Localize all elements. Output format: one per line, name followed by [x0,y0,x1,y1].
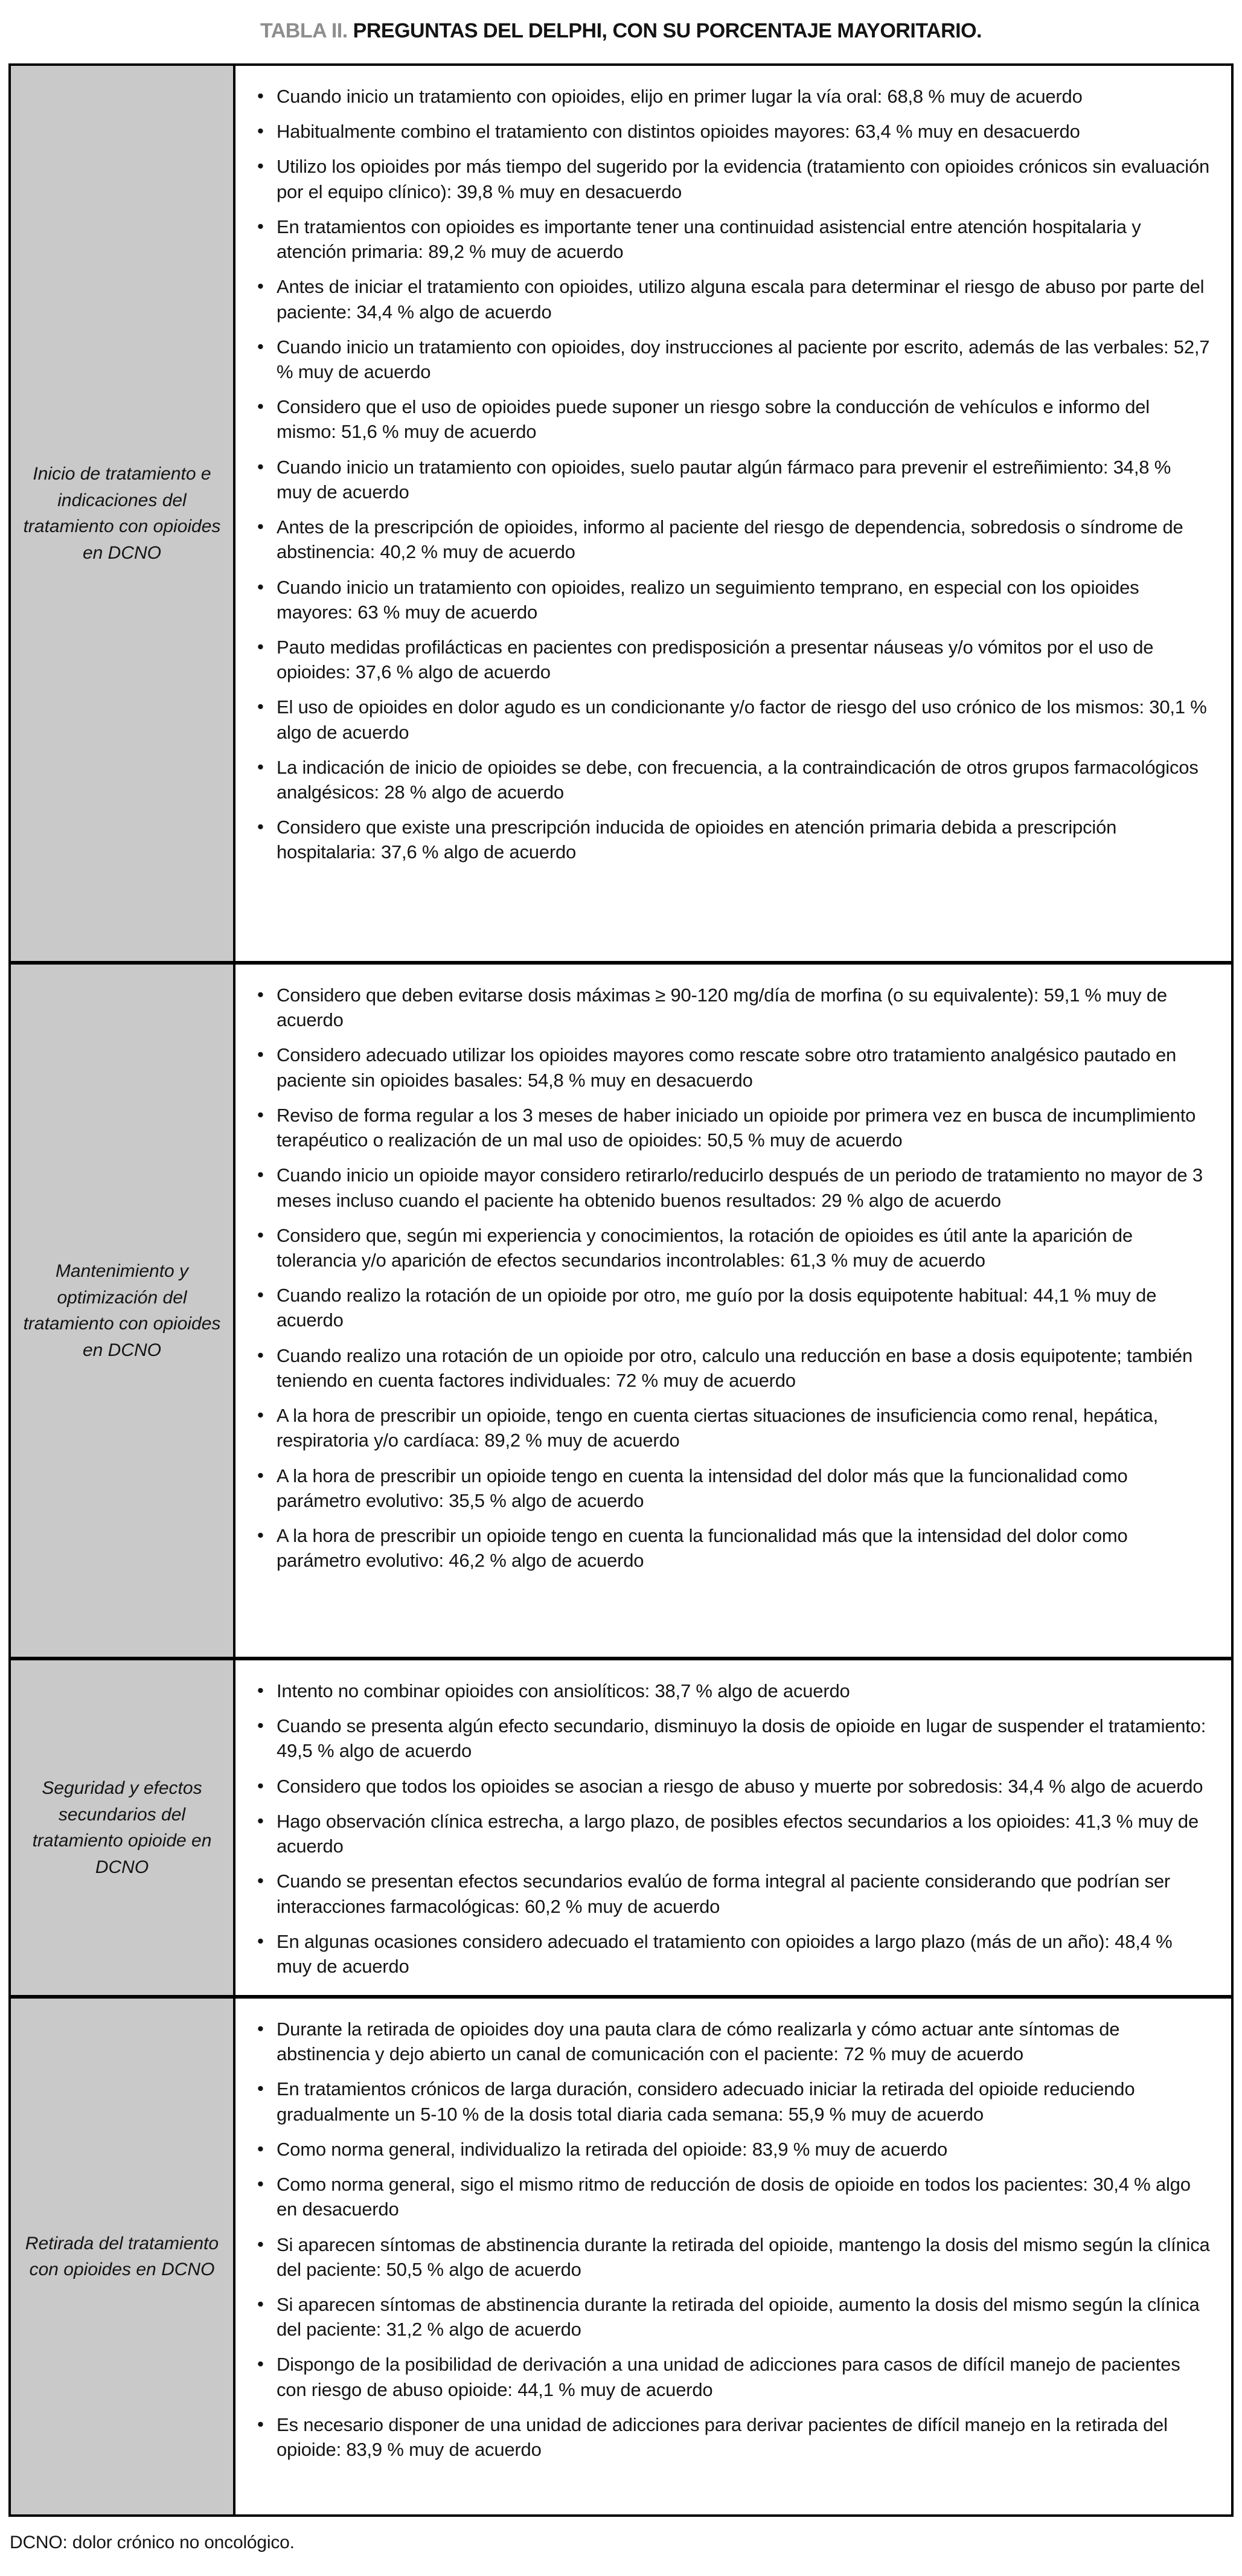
question-item [254,2292,1211,2342]
category-label: Mantenimiento y optimización del tratamiento con opioides en DCNO [23,1261,221,1360]
question-item [254,335,1211,384]
question-text: En tratamientos crónicos de larga duración, considero adecuado iniciar la retirada del opioide reduciendo gradualmente un 5-10 % de la dosis total diaria cada semana: 55,9 % muy de acuerdo [277,2078,1135,2125]
question-text: Cuando se presentan efectos secundarios evalúo de forma integral al paciente considerando que podrían ser interacciones farmacológicas: 60,2 % muy de acuerdo [277,1871,1171,1917]
question-text: Como norma general, sigo el mismo ritmo de reducción de dosis de opioide en todos los pacientes: 30,4 % algo en desacuerdo [277,2174,1191,2220]
questions-cell [235,66,1231,961]
bullet-icon: • [257,1870,264,1892]
bullet-icon: • [257,120,264,142]
bullet-icon: • [257,1930,264,1951]
question-item [254,755,1211,805]
bullet-icon: • [257,335,264,357]
question-list [254,983,1211,1573]
question-item [254,1403,1211,1453]
question-item [254,2137,1211,2162]
table-row [11,1995,1231,2514]
question-item [254,2352,1211,2401]
bullet-icon: • [257,1103,264,1125]
bullet-icon: • [257,2173,264,2195]
category-cell [11,1999,235,2514]
bullet-icon: • [257,756,264,777]
question-item [254,1523,1211,1573]
question-item [254,455,1211,504]
bullet-icon: • [257,2018,264,2039]
question-item [254,983,1211,1032]
question-text: La indicación de inicio de opioides se debe, con frecuencia, a la contraindicación de otros grupos farmacológicos analgésicos: 28 % algo de acuerdo [277,756,1199,803]
question-text: A la hora de prescribir un opioide tengo en cuenta la funcionalidad más que la intensidad del dolor como parámetro evolutivo: 46,2 % algo de acuerdo [277,1524,1128,1572]
question-text: Considero adecuado utilizar los opioides mayores como rescate sobre otro tratamiento analgésico pautado en paciente sin opioides basales: 54,8 % muy en desacuerdo [277,1044,1177,1091]
question-item [254,1714,1211,1763]
bullet-icon: • [257,2078,264,2099]
question-item [254,1283,1211,1332]
question-item [254,1163,1211,1212]
bullet-icon: • [257,275,264,297]
question-text: Considero que, según mi experiencia y conocimientos, la rotación de opioides es útil ante la aparición de tolerancia y/o aparición de efectos secundarios incontrolables: 61,3 % muy de acuerdo [277,1224,1133,1271]
question-list [254,2017,1211,2462]
category-cell [11,965,235,1657]
question-item [254,1103,1211,1152]
question-text: Durante la retirada de opioides doy una pauta clara de cómo realizarla y cómo actuar ante síntomas de abstinencia y dejo abierto un canal de comunicación con el paciente: 72 % muy de acuerdo [277,2019,1120,2065]
bullet-icon: • [257,2293,264,2314]
question-item [254,1042,1211,1092]
table-row [11,961,1231,1657]
question-item [254,2017,1211,2066]
question-list [254,1678,1211,1979]
question-text: El uso de opioides en dolor agudo es un condicionante y/o factor de riesgo del uso crónico de los mismos: 30,1 % algo de acuerdo [277,696,1207,743]
question-text: Considero que existe una prescripción inducida de opioides en atención primaria debida a prescripción hospitalaria: 37,6 % algo de acuerdo [277,817,1117,863]
question-item [254,1343,1211,1393]
question-item [254,1869,1211,1918]
question-item [254,815,1211,864]
questions-cell [235,1999,1231,2514]
question-text: En algunas ocasiones considero adecuado el tratamiento con opioides a largo plazo (más de un año): 48,4 % muy de acuerdo [277,1930,1173,1977]
question-text: A la hora de prescribir un opioide, tengo en cuenta ciertas situaciones de insuficiencia como renal, hepática, respiratoria y/o cardíaca: 89,2 % muy de acuerdo [277,1405,1159,1451]
question-text: En tratamientos con opioides es importante tener una continuidad asistencial entre atención hospitalaria y atención primaria: 89,2 % muy de acuerdo [277,216,1141,263]
question-text: Intento no combinar opioides con ansiolíticos: 38,7 % algo de acuerdo [277,1680,850,1701]
question-text: Como norma general, individualizo la retirada del opioide: 83,9 % muy de acuerdo [277,2138,947,2160]
question-text: Cuando inicio un tratamiento con opioides, realizo un seguimiento temprano, en especial con los opioides mayores: 63 % muy de acuerdo [277,576,1139,623]
bullet-icon: • [257,696,264,718]
question-text: Considero que el uso de opioides puede suponer un riesgo sobre la conducción de vehículos e informo del mismo: 51,6 % muy de acuerdo [277,396,1150,443]
bullet-icon: • [257,516,264,538]
question-text: Antes de iniciar el tratamiento con opioides, utilizo alguna escala para determinar el riesgo de abuso por parte del paciente: 34,4 % algo de acuerdo [277,276,1205,323]
bullet-icon: • [257,1404,264,1426]
table-footnote: DCNO: dolor crónico no oncológico. [10,2533,295,2552]
category-cell [11,66,235,961]
question-text: Cuando se presenta algún efecto secundario, disminuyo la dosis de opioide en lugar de suspender el tratamiento: 49,5 % algo de acuerdo [277,1715,1206,1762]
question-item [254,154,1211,204]
bullet-icon: • [257,155,264,177]
bullet-icon: • [257,1810,264,1831]
bullet-icon: • [257,2138,264,2159]
table-row [11,1657,1231,1995]
question-item [254,575,1211,625]
question-text: Reviso de forma regular a los 3 meses de haber iniciado un opioide por primera vez en busca de incumplimiento terapéutico o realización de un mal uso de opioides: 50,5 % muy de acuerdo [277,1104,1196,1151]
table-row [11,66,1231,961]
category-cell [11,1660,235,1995]
bullet-icon: • [257,1164,264,1186]
question-text: Cuando inicio un tratamiento con opioides, doy instrucciones al paciente por escrito, además de las verbales: 52,7 % muy de acuerdo [277,336,1210,382]
bullet-icon: • [257,635,264,657]
question-text: Habitualmente combino el tratamiento con distintos opioides mayores: 63,4 % muy en desacuerdo [277,121,1080,143]
question-list [254,84,1211,865]
bullet-icon: • [257,1775,264,1796]
questions-cell [235,965,1231,1657]
bullet-icon: • [257,2413,264,2435]
table-number-label: TABLA II. [260,19,348,42]
question-text: Cuando realizo la rotación de un opioide por otro, me guío por la dosis equipotente habitual: 44,1 % muy de acuerdo [277,1285,1157,1331]
table-title [8,19,1234,43]
question-text: Cuando inicio un opioide mayor considero retirarlo/reducirlo después de un periodo de tratamiento no mayor de 3 meses incluso cuando el paciente ha obtenido buenos resultados: 29 % algo de acuerdo [277,1164,1203,1211]
question-item [254,1929,1211,1979]
question-item [254,214,1211,264]
question-text: Antes de la prescripción de opioides, informo al paciente del riesgo de dependencia, sobredosis o síndrome de abstinencia: 40,2 % muy de acuerdo [277,516,1183,563]
question-item [254,1678,1211,1703]
question-text: Si aparecen síntomas de abstinencia durante la retirada del opioide, aumento la dosis del mismo según la clínica del paciente: 31,2 % algo de acuerdo [277,2293,1200,2340]
question-text: A la hora de prescribir un opioide tengo en cuenta la intensidad del dolor más que la funcionalidad como parámetro evolutivo: 35,5 % algo de acuerdo [277,1465,1128,1511]
question-item [254,1809,1211,1858]
question-item [254,1774,1211,1799]
table-title-text: PREGUNTAS DEL DELPHI, CON SU PORCENTAJE MAYORITARIO. [353,19,982,42]
question-item [254,515,1211,564]
question-item [254,635,1211,684]
category-label: Retirada del tratamiento con opioides en DCNO [25,2233,219,2279]
question-item [254,84,1211,109]
question-text: Si aparecen síntomas de abstinencia durante la retirada del opioide, mantengo la dosis del mismo según la clínica del paciente: 50,5 % algo de acuerdo [277,2234,1210,2280]
question-text: Cuando inicio un tratamiento con opioides, suelo pautar algún fármaco para prevenir el estreñimiento: 34,8 % muy de acuerdo [277,456,1171,503]
bullet-icon: • [257,1464,264,1486]
bullet-icon: • [257,1524,264,1546]
question-text: Es necesario disponer de una unidad de adicciones para derivar pacientes de difícil manejo en la retirada del opioide: 83,9 % muy de acuerdo [277,2414,1168,2461]
question-item [254,2232,1211,2282]
question-item [254,119,1211,144]
question-text: Dispongo de la posibilidad de derivación a una unidad de adicciones para casos de difícil manejo de pacientes con riesgo de abuso opioide: 44,1 % muy de acuerdo [277,2354,1180,2400]
question-text: Pauto medidas profilácticas en pacientes con predisposición a presentar náuseas y/o vómitos por el uso de opioides: 37,6 % algo de acuerdo [277,636,1154,683]
question-text: Cuando inicio un tratamiento con opioides, elijo en primer lugar la vía oral: 68,8 % muy de acuerdo [277,86,1083,107]
question-item [254,1223,1211,1273]
bullet-icon: • [257,455,264,477]
bullet-icon: • [257,1284,264,1306]
question-item [254,274,1211,324]
question-text: Considero que deben evitarse dosis máximas ≥ 90-120 mg/día de morfina (o su equivalente): 59,1 % muy de acuerdo [277,984,1167,1031]
category-label: Inicio de tratamiento e indicaciones del tratamiento con opioides en DCNO [23,464,221,563]
bullet-icon: • [257,1224,264,1245]
bullet-icon: • [257,2353,264,2375]
question-text: Cuando realizo una rotación de un opioide por otro, calculo una reducción en base a dosis equipotente; también teniendo en cuenta factores individuales: 72 % muy de acuerdo [277,1344,1192,1391]
question-text: Utilizo los opioides por más tiempo del sugerido por la evidencia (tratamiento con opioides crónicos sin evaluación por el equipo clínico): 39,8 % muy en desacuerdo [277,156,1210,202]
bullet-icon: • [257,1344,264,1366]
question-item [254,695,1211,744]
bullet-icon: • [257,1715,264,1736]
bullet-icon: • [257,215,264,237]
delphi-table [8,63,1234,2517]
question-text: Considero que todos los opioides se asocian a riesgo de abuso y muerte por sobredosis: 34,4 % algo de acuerdo [277,1775,1203,1797]
question-item [254,1463,1211,1513]
question-text: Hago observación clínica estrecha, a largo plazo, de posibles efectos secundarios a los opioides: 41,3 % muy de acuerdo [277,1810,1199,1857]
questions-cell [235,1660,1231,1995]
bullet-icon: • [257,1680,264,1701]
bullet-icon: • [257,1044,264,1065]
bullet-icon: • [257,2233,264,2255]
bullet-icon: • [257,396,264,417]
question-item [254,2172,1211,2221]
question-item [254,2077,1211,2126]
bullet-icon: • [257,576,264,597]
question-item [254,2412,1211,2462]
bullet-icon: • [257,984,264,1005]
question-item [254,394,1211,444]
category-label: Seguridad y efectos secundarios del tratamiento opioide en DCNO [32,1778,212,1877]
bullet-icon: • [257,85,264,106]
bullet-icon: • [257,816,264,838]
